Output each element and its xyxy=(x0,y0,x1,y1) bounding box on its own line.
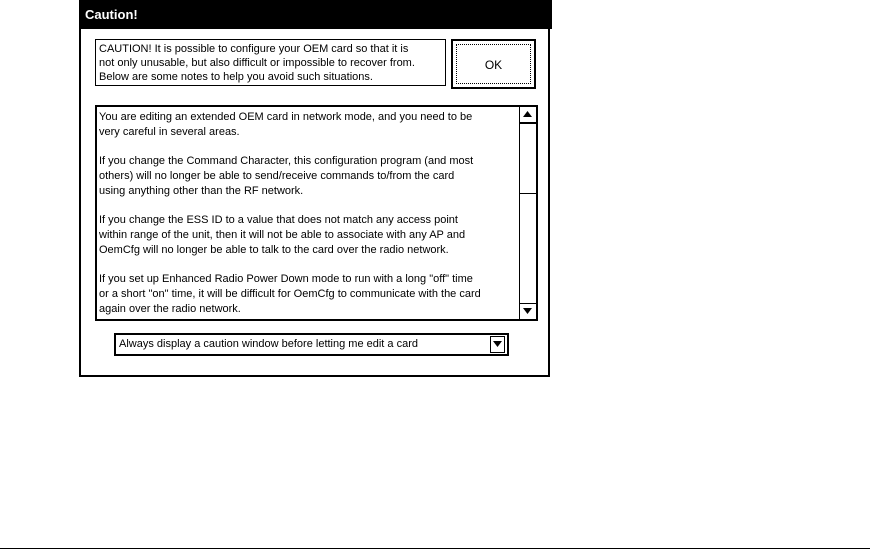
notes-textbox[interactable] xyxy=(95,105,538,321)
notes-scrollbar[interactable] xyxy=(519,107,536,319)
notes-line: You are editing an extended OEM card in network mode, and you need to be xyxy=(99,111,473,123)
notes-line: within range of the unit, then it will not be able to associate with any AP and xyxy=(99,229,466,241)
ok-button-label: OK xyxy=(456,44,531,84)
notes-paragraph xyxy=(99,272,517,317)
scroll-up-button[interactable] xyxy=(520,107,536,123)
scroll-down-button[interactable] xyxy=(520,303,536,319)
dropdown-button[interactable] xyxy=(490,336,505,353)
arrow-up-icon xyxy=(523,111,532,117)
caution-mode-value: Always display a caution window before letting me edit a card xyxy=(119,338,418,350)
caution-dialog xyxy=(79,0,550,377)
caution-line: Below are some notes to help you avoid such situations. xyxy=(99,71,373,83)
notes-line: OemCfg will no longer be able to talk to the card over the radio network. xyxy=(99,244,449,256)
notes-line: If you change the Command Character, this configuration program (and most xyxy=(99,155,474,167)
notes-text xyxy=(99,110,517,321)
notes-line: others) will no longer be able to send/receive commands to/from the card xyxy=(99,170,455,182)
notes-paragraph xyxy=(99,213,517,258)
notes-line: very careful in several areas. xyxy=(99,126,240,138)
notes-line: or a short "on" time, it will be difficult for OemCfg to communicate with the card xyxy=(99,288,481,300)
caution-mode-select[interactable] xyxy=(114,333,509,356)
caution-line: CAUTION! It is possible to configure your OEM card so that it is xyxy=(99,43,409,55)
caution-message xyxy=(95,39,446,86)
page-divider xyxy=(0,548,870,549)
dialog-title: Caution! xyxy=(85,7,138,22)
notes-line: again over the radio network. xyxy=(99,303,241,315)
ok-button[interactable] xyxy=(451,39,536,89)
notes-paragraph xyxy=(99,154,517,199)
notes-line: If you set up Enhanced Radio Power Down mode to run with a long "off" time xyxy=(99,273,473,285)
arrow-down-icon xyxy=(523,308,532,314)
chevron-down-icon xyxy=(493,341,502,347)
scroll-thumb[interactable] xyxy=(520,123,536,194)
notes-line: using anything other than the RF network. xyxy=(99,185,304,197)
title-bar[interactable] xyxy=(79,0,552,29)
notes-paragraph xyxy=(99,110,517,140)
notes-line: If you change the ESS ID to a value that does not match any access point xyxy=(99,214,458,226)
caution-line: not only unusable, but also difficult or impossible to recover from. xyxy=(99,57,415,69)
